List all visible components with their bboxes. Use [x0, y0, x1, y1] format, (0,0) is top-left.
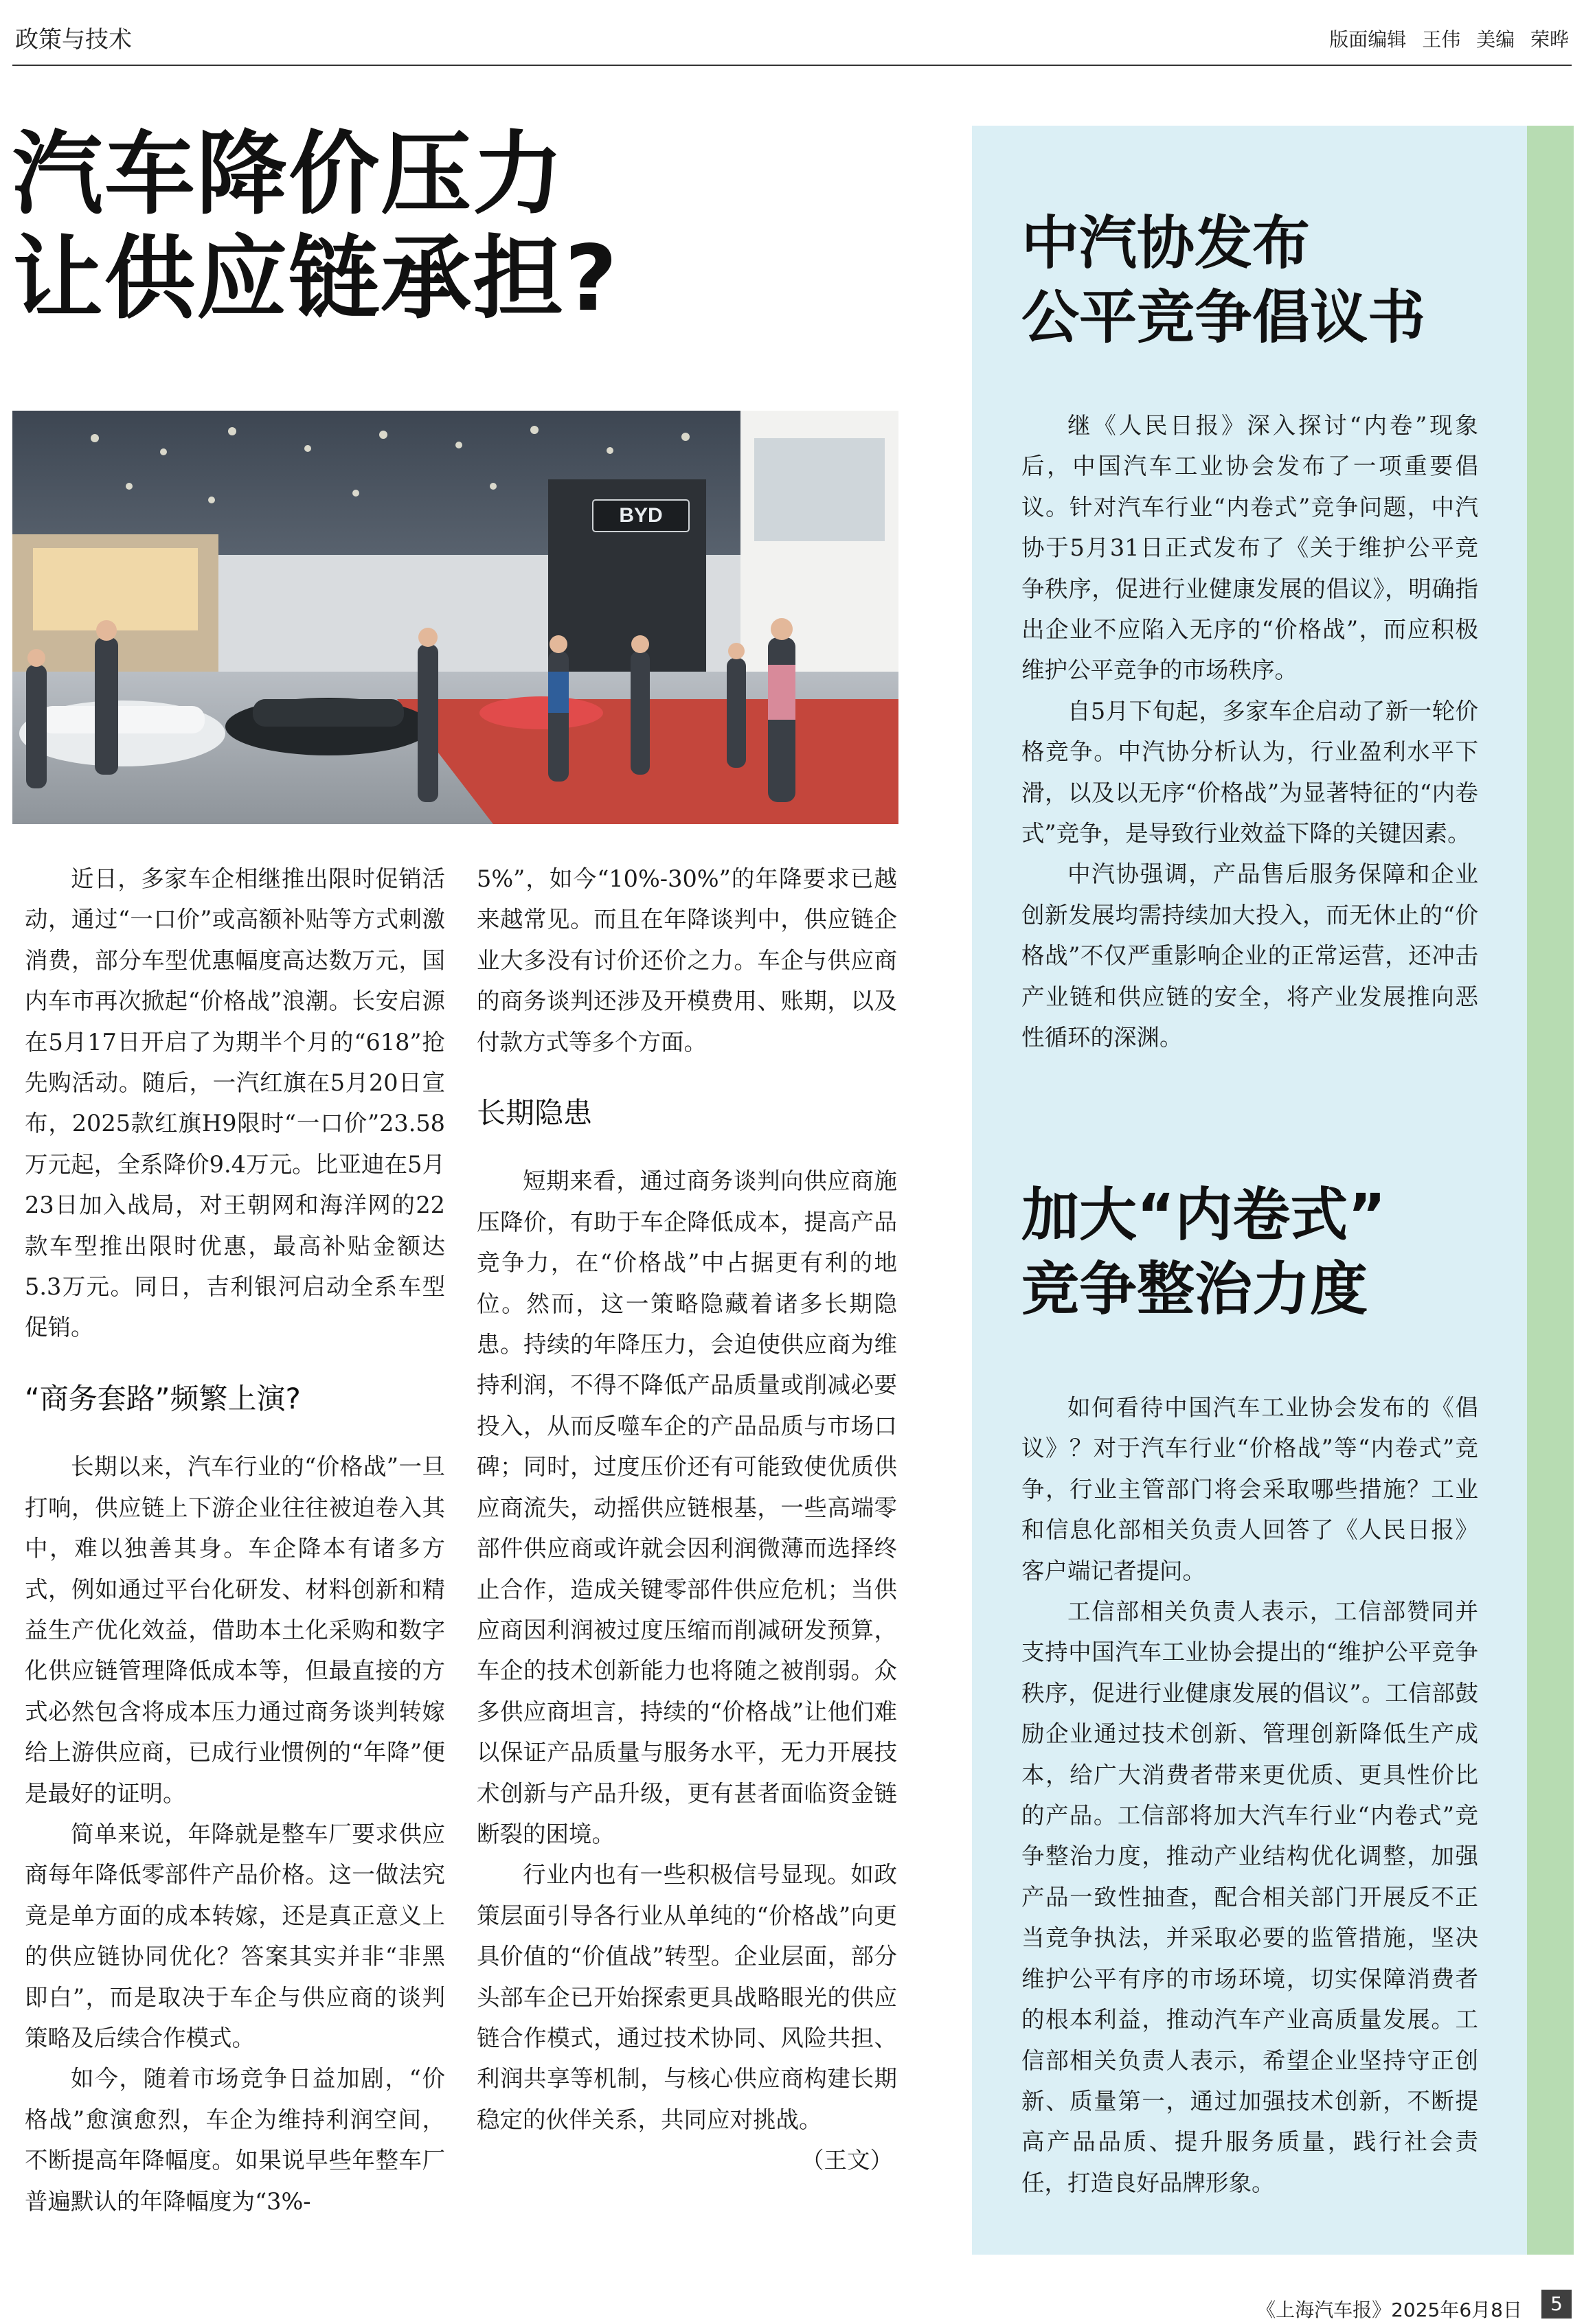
sidebar-title-2 — [1021, 1178, 1516, 1326]
main-headline — [12, 122, 926, 331]
section-tag: 政策与技术 — [15, 26, 132, 54]
byd-logo: BYD — [619, 504, 663, 527]
paragraph: 5%”，如今“10%-30%”的年降要求已越来越常见。而且在年降谈判中，供应链企业大多没有讨价还价之力。车企与供应商的商务谈判还涉及开模费用、账期，以及付款方式等多个方面。 — [477, 865, 897, 1056]
article-column-middle — [477, 858, 897, 2181]
paragraph: 如今，随着市场竞争日益加剧，“价格战”愈演愈烈，车企为维持利润空间，不断提高年降幅度。如果说早些年整车厂普遍默认的年降幅度为“3%- — [25, 2065, 445, 2215]
paragraph: 长期以来，汽车行业的“价格战”一旦打响，供应链上下游企业往往被迫卷入其中，难以独善其身。车企降本有诸多方式，例如通过平台化研发、材料创新和精益生产优化效益，借助本土化采购和数字化供应链管理降低成本等，但最直接的方式必然包含将成本压力通过商务谈判转嫁给上游供应商，已成行业惯例的“年降”便是最好的证明。 — [25, 1453, 445, 1807]
auto-show-photo — [12, 411, 898, 824]
paragraph-text: 行业内也有一些积极信号显现。如政策层面引导各行业从单纯的“价格战”向更具价值的“价值战”转型。企业层面，部分头部车企已开始探索更具战略眼光的供应链合作模式，通过技术协同、风险共担、利润共享等机制，与核心供应商构建长期稳定的伙伴关系，共同应对挑战。 — [477, 1861, 897, 2133]
paragraph: 继《人民日报》深入探讨“内卷”现象后，中国汽车工业协会发布了一项重要倡议。针对汽车行业“内卷式”竞争问题，中汽协于5月31日正式发布了《关于维护公平竞争秩序，促进行业健康发展的倡议》，明确指出企业不应陷入无序的“价格战”，而应积极维护公平竞争的市场秩序。 — [1021, 412, 1478, 684]
paragraph: 短期来看，通过商务谈判向供应商施压降价，有助于车企降低成本，提高产品竞争力，在“价格战”中占据更有利的地位。然而，这一策略隐藏着诸多长期隐患。持续的年降压力，会迫使供应商为维持利润，不得不降低产品质量或削减必要投入，从而反噬车企的产品品质与市场口碑；同时，过度压价还有可能致使优质供应商流失，动摇供应链根基，一些高端零部件供应商或许就会因利润微薄而选择终止合作，造成关键零部件供应危机；当供应商因利润被过度压缩而削减研发预算，车企的技术创新能力也将随之被削弱。众多供应商坦言，持续的“价格战”让他们难以保证产品质量与服务水平，无力开展技术创新与产品升级，更有甚者面临资金链断裂的困境。 — [477, 1167, 897, 1847]
sidebar-article-1 — [1021, 405, 1478, 1058]
sidebar-title-line: 竞争整治力度 — [1021, 1255, 1368, 1323]
headline-line-2: 让供应链承担? — [12, 226, 619, 332]
paragraph: 简单来说，年降就是整车厂要求供应商每年降低零部件产品价格。这一做法究竟是单方面的成本转嫁，还是真正意义上的供应链协同优化？答案其实并非“非黑即白”，而是取决于车企与供应商的谈判策略及后续合作模式。 — [25, 1820, 445, 2051]
paragraph: 自5月下旬起，多家车企启动了新一轮价格竞争。中汽协分析认为，行业盈利水平下滑，以及以无序“价格战”为显著特征的“内卷式”竞争，是导致行业效益下降的关键因素。 — [1021, 697, 1478, 847]
headline-line-1: 汽车降价压力 — [12, 122, 565, 227]
sidebar-title-line: 公平竞争倡议书 — [1021, 284, 1426, 351]
paragraph: 近日，多家车企相继推出限时促销活动，通过“一口价”或高额补贴等方式刺激消费，部分车型优惠幅度高达数万元，国内车市再次掀起“价格战”浪潮。长安启源在5月17日开启了为期半个月的“618”抢先购活动。随后，一汽红旗在5月20日宣布，2025款红旗H9限时“一口价”23.58万元起，全系降价9.4万元。比亚迪在5月23日加入战局，对王朝网和海洋网的22款车型推出限时优惠，最高补贴金额达5.3万元。同日，吉利银河启动全系车型促销。 — [25, 865, 445, 1341]
paragraph — [477, 1854, 897, 2174]
sidebar-title-line: 加大“内卷式” — [1021, 1181, 1386, 1249]
sidebar-title-1 — [1021, 206, 1516, 354]
page-number: 5 — [1541, 2290, 1572, 2319]
footer-paper-date: 《上海汽车报》2025年6月8日 — [1256, 2299, 1522, 2321]
byline: （王文） — [801, 2147, 893, 2174]
sidebar-article-2 — [1021, 1387, 1478, 2203]
subheading: “商务套路”频繁上演? — [25, 1381, 301, 1415]
paragraph: 如何看待中国汽车工业协会发布的《倡议》？对于汽车行业“价格战”等“内卷式”竞争，行业主管部门将会采取哪些措施？工业和信息化部相关负责人回答了《人民日报》客户端记者提问。 — [1021, 1394, 1478, 1584]
sidebar-title-line: 中汽协发布 — [1021, 209, 1311, 277]
sidebar-accent-stripe — [1527, 126, 1574, 2255]
header-rule — [12, 65, 1572, 66]
auto-show-photo-illustration — [12, 411, 898, 824]
subheading: 长期隐患 — [477, 1096, 593, 1130]
paragraph: 中汽协强调，产品售后服务保障和企业创新发展均需持续加大投入，而无休止的“价格战”不仅严重影响企业的正常运营，还冲击产业链和供应链的安全，将产业发展推向恶性循环的深渊。 — [1021, 861, 1478, 1051]
paragraph: 工信部相关负责人表示，工信部赞同并支持中国汽车工业协会提出的“维护公平竞争秩序，促进行业健康发展的倡议”。工信部鼓励企业通过技术创新、管理创新降低生产成本，给广大消费者带来更优质、更具性价比的产品。工信部将加大汽车行业“内卷式”竞争整治力度，推动产业结构优化调整，加强产品一致性抽查，配合相关部门开展反不正当竞争执法，并采取必要的监管措施，坚决维护公平有序的市场环境，切实保障消费者的根本利益，推动汽车产业高质量发展。工信部相关负责人表示，希望企业坚持守正创新、质量第一，通过加强技术创新，不断提高产品品质、提升服务质量，践行社会责任，打造良好品牌形象。 — [1021, 1598, 1478, 2196]
editor-credits: 版面编辑 王伟 美编 荣晔 — [1329, 28, 1569, 51]
article-column-left — [25, 858, 445, 2222]
